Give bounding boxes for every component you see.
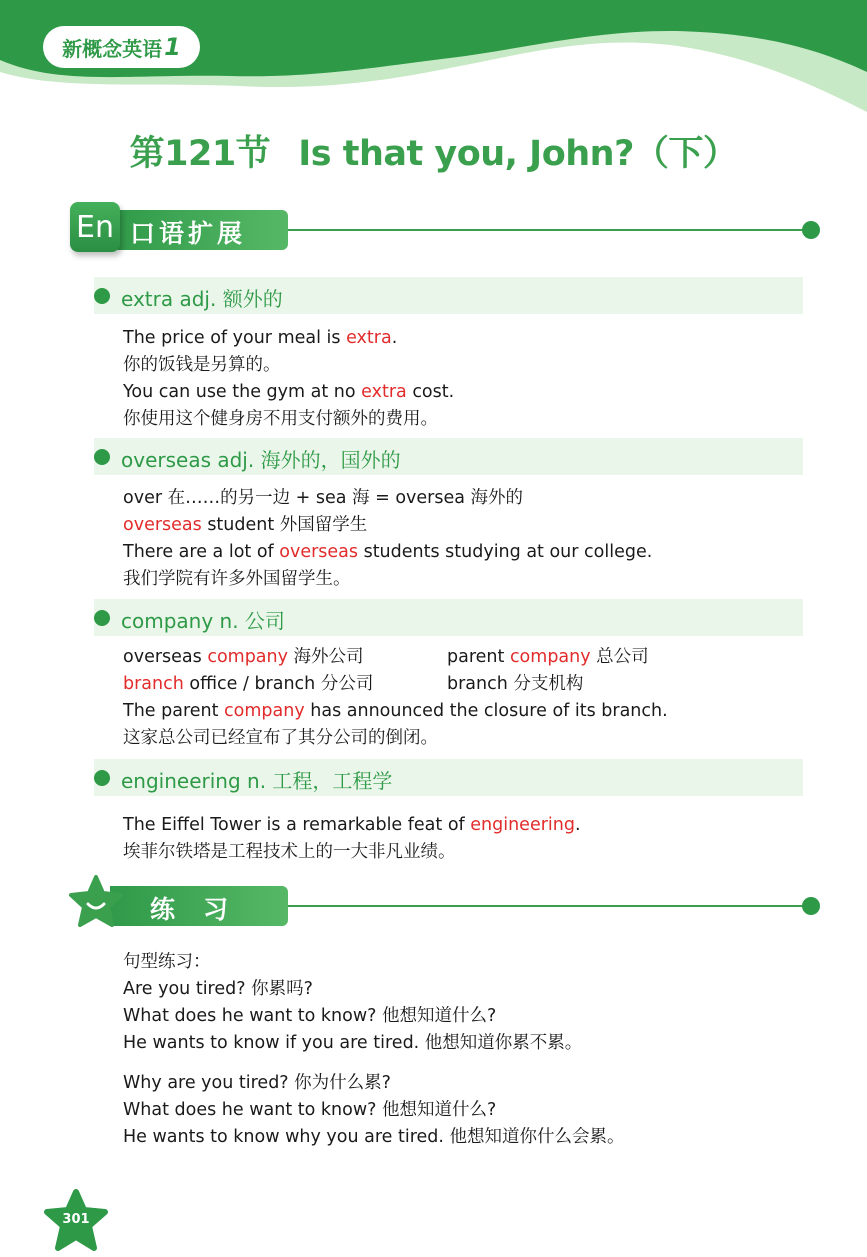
practice-line: What does he want to know? 他想知道什么? <box>123 1100 497 1120</box>
vocab-entry-company <box>94 599 803 636</box>
bullet-dot-icon <box>94 288 110 304</box>
vocab-headword: engineering n. 工程，工程学 <box>121 769 393 793</box>
vocab-entry-engineering <box>94 759 803 796</box>
vocab-headword: overseas adj. 海外的，国外的 <box>121 448 401 472</box>
practice-line: He wants to know if you are tired. 他想知道你累不累。 <box>123 1033 583 1053</box>
page-number: 301 <box>62 1212 90 1227</box>
example-translation: 我们学院有许多外国留学生。 <box>123 569 351 589</box>
phrase: branch 分支机构 <box>447 674 584 694</box>
example-sentence: There are a lot of overseas students studying at our college. <box>123 542 653 562</box>
example-translation: 埃菲尔铁塔是工程技术上的一大非凡业绩。 <box>123 842 456 862</box>
example-sentence: The parent company has announced the closure of its branch. <box>123 701 668 721</box>
section-title-practice: 练习 <box>150 895 257 924</box>
vocab-entry-overseas <box>94 438 803 475</box>
en-icon: En <box>70 202 120 252</box>
example-translation: 你使用这个健身房不用支付额外的费用。 <box>123 409 438 429</box>
phrase: branch office / branch 分公司 <box>123 674 374 694</box>
practice-line: Are you tired? 你累吗? <box>123 979 313 999</box>
book-title: 新概念英语 <box>62 36 163 61</box>
vocab-headword: company n. 公司 <box>121 609 285 633</box>
bullet-dot-icon <box>802 897 820 915</box>
practice-line: What does he want to know? 他想知道什么? <box>123 1006 497 1026</box>
phrase: overseas company 海外公司 <box>123 647 364 667</box>
example-sentence: You can use the gym at no extra cost. <box>123 382 455 402</box>
practice-line: He wants to know why you are tired. 他想知道你什么会累。 <box>123 1127 625 1147</box>
book-title-badge <box>43 26 200 68</box>
phrase: overseas student 外国留学生 <box>123 515 368 535</box>
example-translation: 你的饭钱是另算的。 <box>123 355 281 375</box>
section-header-practice <box>70 884 825 930</box>
bullet-dot-icon <box>94 610 110 626</box>
example-translation: 这家总公司已经宣布了其分公司的倒闭。 <box>123 728 438 748</box>
bullet-dot-icon <box>94 449 110 465</box>
book-volume: 1 <box>164 33 181 61</box>
section-title-speaking: 口语扩展 <box>130 219 247 248</box>
section-header-speaking <box>70 208 825 254</box>
lesson-number: 第121节 <box>129 134 271 174</box>
lesson-title: Is that you, John?（下） <box>298 134 738 174</box>
vocab-headword: extra adj. 额外的 <box>121 287 283 311</box>
phrase: parent company 总公司 <box>447 647 649 667</box>
vocab-entry-extra <box>94 277 803 314</box>
divider <box>288 905 808 907</box>
practice-label: 句型练习： <box>123 952 211 972</box>
bullet-dot-icon <box>802 221 820 239</box>
example-sentence: The Eiffel Tower is a remarkable feat of engineering. <box>123 815 581 835</box>
word-formation: over 在……的另一边 + sea 海 = oversea 海外的 <box>123 488 524 508</box>
page-title <box>0 126 867 176</box>
practice-line: Why are you tired? 你为什么累? <box>123 1073 391 1093</box>
example-sentence: The price of your meal is extra. <box>123 328 398 348</box>
divider <box>288 229 808 231</box>
bullet-dot-icon <box>94 770 110 786</box>
star-icon <box>68 874 124 930</box>
